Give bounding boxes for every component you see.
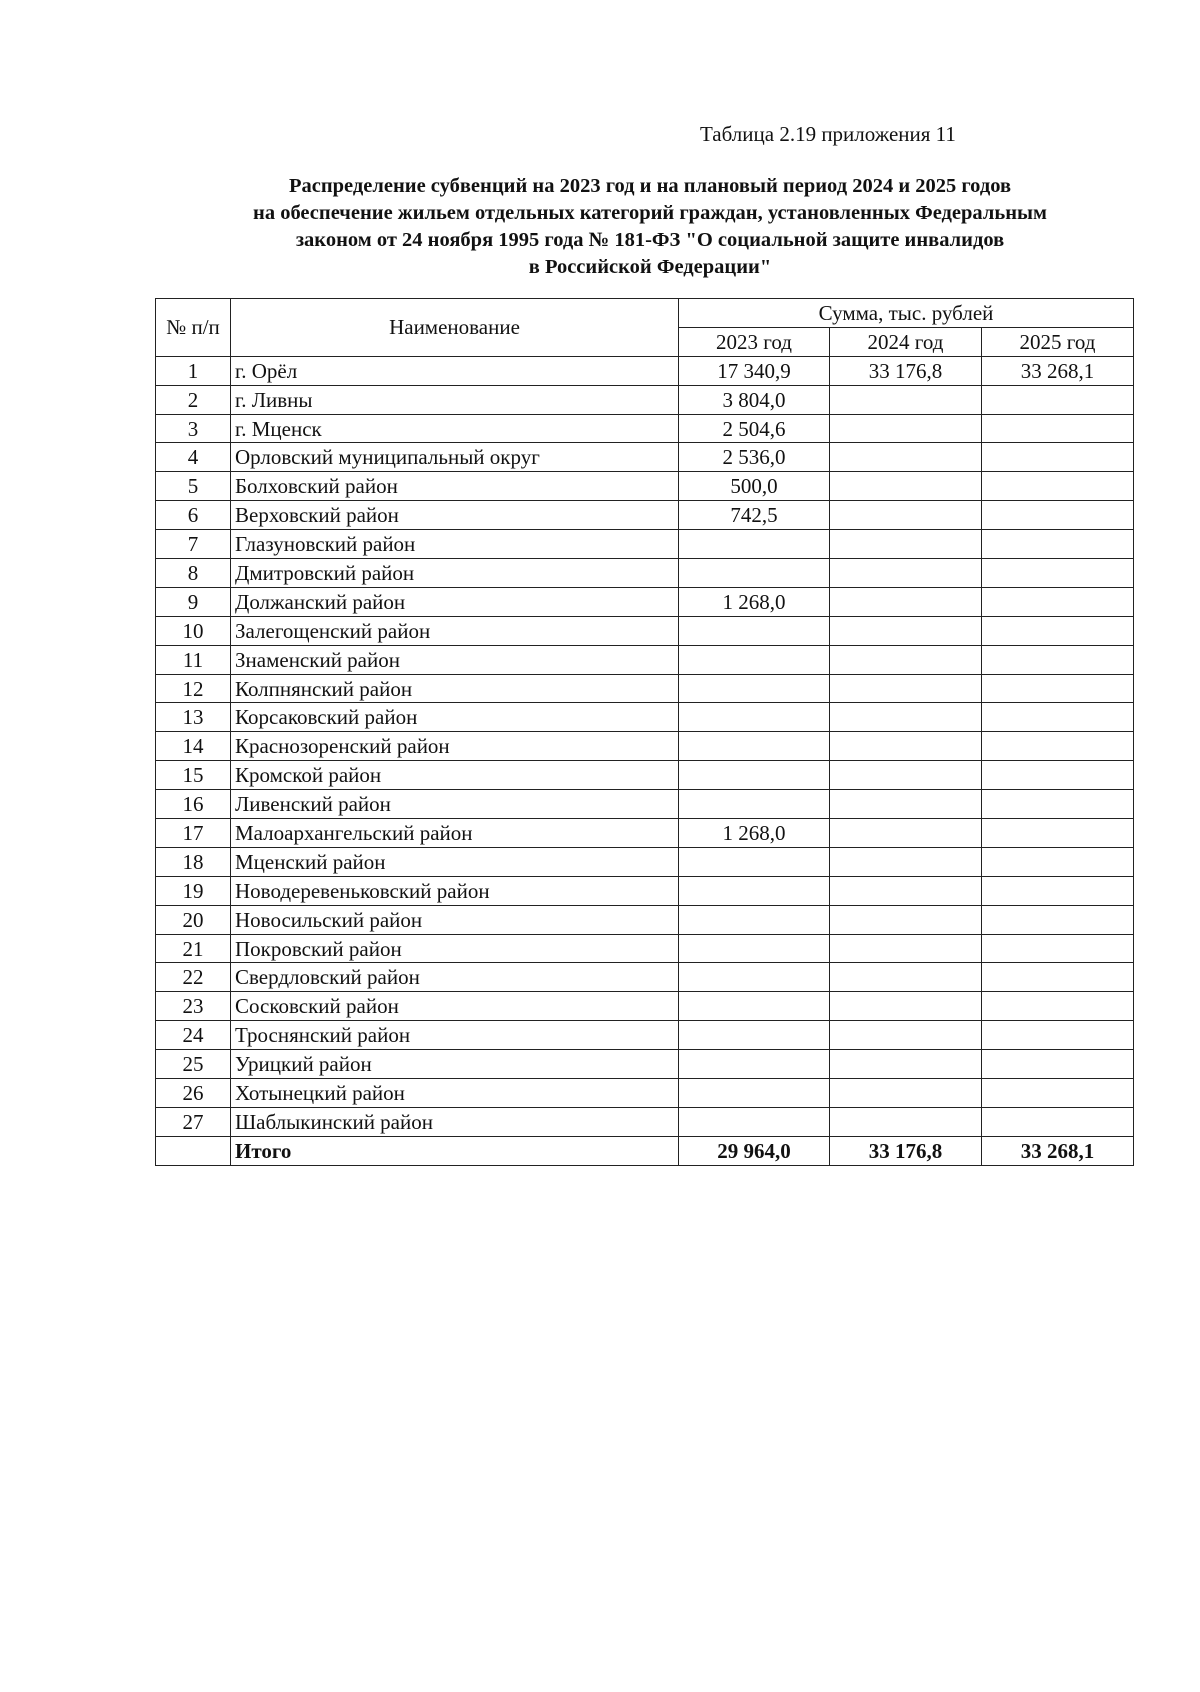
row-name-cell: Троснянский район [231, 1021, 679, 1050]
row-num-cell: 23 [156, 992, 231, 1021]
row-2025-cell [982, 790, 1134, 819]
row-2023-cell [679, 963, 830, 992]
row-2024-cell [830, 790, 982, 819]
title-line: Распределение субвенций на 2023 год и на плановый период 2024 и 2025 годов [288, 175, 1012, 197]
row-2025-cell [982, 674, 1134, 703]
row-name-cell: Новосильский район [231, 905, 679, 934]
total-2024: 33 176,8 [830, 1136, 982, 1165]
table-row [156, 530, 1134, 559]
table-row [156, 559, 1134, 588]
row-2024-cell [830, 587, 982, 616]
table-row [156, 1050, 1134, 1079]
row-name-cell: Глазуновский район [231, 530, 679, 559]
table-row [156, 674, 1134, 703]
row-name-cell: г. Ливны [231, 385, 679, 414]
row-num-cell: 11 [156, 645, 231, 674]
row-name-cell: Колпнянский район [231, 674, 679, 703]
row-2023-cell [679, 905, 830, 934]
row-2023-cell [679, 530, 830, 559]
row-2025-cell: 33 268,1 [982, 356, 1134, 385]
row-2024-cell [830, 501, 982, 530]
table-row [156, 385, 1134, 414]
row-2025-cell [982, 847, 1134, 876]
table-row [156, 616, 1134, 645]
row-name-cell: Корсаковский район [231, 703, 679, 732]
row-2024-cell [830, 905, 982, 934]
table-row [156, 934, 1134, 963]
row-name-cell: Новодеревеньковский район [231, 876, 679, 905]
row-2024-cell [830, 443, 982, 472]
row-2023-cell [679, 674, 830, 703]
table-row [156, 472, 1134, 501]
row-name-cell: Дмитровский район [231, 559, 679, 588]
table-row [156, 645, 1134, 674]
row-2023-cell: 1 268,0 [679, 819, 830, 848]
row-2023-cell: 2 504,6 [679, 414, 830, 443]
row-2024-cell [830, 876, 982, 905]
row-2025-cell [982, 963, 1134, 992]
row-num-cell: 10 [156, 616, 231, 645]
table-row [156, 501, 1134, 530]
row-2025-cell [982, 501, 1134, 530]
row-num-cell: 1 [156, 356, 231, 385]
row-name-cell: Сосковский район [231, 992, 679, 1021]
row-2025-cell [982, 1107, 1134, 1136]
table-label: Таблица 2.19 приложения 11 [700, 122, 956, 146]
row-num-cell: 19 [156, 876, 231, 905]
row-2025-cell [982, 703, 1134, 732]
row-name-cell: Кромской район [231, 761, 679, 790]
header-2023: 2023 год [679, 327, 830, 356]
table-row [156, 819, 1134, 848]
row-2024-cell [830, 530, 982, 559]
table-row [156, 1107, 1134, 1136]
row-name-cell: Орловский муниципальный округ [231, 443, 679, 472]
row-name-cell: Малоархангельский район [231, 819, 679, 848]
row-num-cell: 22 [156, 963, 231, 992]
row-num-cell: 2 [156, 385, 231, 414]
row-2025-cell [982, 414, 1134, 443]
row-2023-cell [679, 790, 830, 819]
row-2023-cell [679, 847, 830, 876]
row-num-cell: 4 [156, 443, 231, 472]
table-row [156, 905, 1134, 934]
row-2023-cell: 2 536,0 [679, 443, 830, 472]
row-num-cell: 7 [156, 530, 231, 559]
row-2024-cell [830, 963, 982, 992]
table-row [156, 443, 1134, 472]
row-num-cell: 14 [156, 732, 231, 761]
title-line: в Российской Федерации" [528, 256, 772, 278]
header-sum: Сумма, тыс. рублей [679, 299, 1134, 328]
row-name-cell: Покровский район [231, 934, 679, 963]
row-2024-cell [830, 992, 982, 1021]
row-2023-cell [679, 616, 830, 645]
row-2023-cell: 500,0 [679, 472, 830, 501]
row-2025-cell [982, 761, 1134, 790]
row-name-cell: Краснозоренский район [231, 732, 679, 761]
row-num-cell: 26 [156, 1079, 231, 1108]
table-row [156, 703, 1134, 732]
row-num-cell: 17 [156, 819, 231, 848]
row-2025-cell [982, 472, 1134, 501]
row-2025-cell [982, 645, 1134, 674]
row-2024-cell: 33 176,8 [830, 356, 982, 385]
table-row [156, 1021, 1134, 1050]
row-2024-cell [830, 414, 982, 443]
row-num-cell: 15 [156, 761, 231, 790]
row-2025-cell [982, 1021, 1134, 1050]
row-2025-cell [982, 732, 1134, 761]
row-2024-cell [830, 674, 982, 703]
total-row [156, 1136, 1134, 1165]
subsidy-table [155, 298, 1134, 1166]
row-name-cell: Болховский район [231, 472, 679, 501]
row-num-cell: 21 [156, 934, 231, 963]
total-num-cell [156, 1136, 231, 1165]
row-num-cell: 24 [156, 1021, 231, 1050]
row-name-cell: Мценский район [231, 847, 679, 876]
header-2024: 2024 год [830, 327, 982, 356]
row-num-cell: 5 [156, 472, 231, 501]
row-2023-cell [679, 1079, 830, 1108]
row-2024-cell [830, 645, 982, 674]
row-2023-cell: 17 340,9 [679, 356, 830, 385]
total-2023: 29 964,0 [679, 1136, 830, 1165]
row-2023-cell: 1 268,0 [679, 587, 830, 616]
row-num-cell: 6 [156, 501, 231, 530]
table-row [156, 356, 1134, 385]
row-2025-cell [982, 876, 1134, 905]
row-2025-cell [982, 992, 1134, 1021]
row-name-cell: Шаблыкинский район [231, 1107, 679, 1136]
row-2023-cell [679, 703, 830, 732]
table-body [156, 356, 1134, 1165]
row-2024-cell [830, 1079, 982, 1108]
title-line: на обеспечение жильем отдельных категорий граждан, установленных Федеральным [253, 202, 1047, 224]
table-row [156, 761, 1134, 790]
header-num: № п/п [156, 299, 231, 357]
row-2023-cell [679, 559, 830, 588]
table-row [156, 790, 1134, 819]
table-row [156, 1079, 1134, 1108]
row-name-cell: г. Орёл [231, 356, 679, 385]
row-2024-cell [830, 559, 982, 588]
row-2025-cell [982, 616, 1134, 645]
table-row [156, 847, 1134, 876]
row-name-cell: Знаменский район [231, 645, 679, 674]
row-2025-cell [982, 443, 1134, 472]
row-num-cell: 27 [156, 1107, 231, 1136]
row-num-cell: 18 [156, 847, 231, 876]
row-num-cell: 20 [156, 905, 231, 934]
row-2024-cell [830, 703, 982, 732]
row-2024-cell [830, 1050, 982, 1079]
row-num-cell: 3 [156, 414, 231, 443]
row-num-cell: 25 [156, 1050, 231, 1079]
row-2023-cell [679, 992, 830, 1021]
row-name-cell: Хотынецкий район [231, 1079, 679, 1108]
header-name: Наименование [231, 299, 679, 357]
row-2024-cell [830, 819, 982, 848]
row-name-cell: Залегощенский район [231, 616, 679, 645]
row-2023-cell [679, 1107, 830, 1136]
row-2023-cell [679, 761, 830, 790]
table-row [156, 876, 1134, 905]
row-name-cell: г. Мценск [231, 414, 679, 443]
row-2023-cell [679, 1050, 830, 1079]
table-header-row [156, 299, 1134, 328]
row-2025-cell [982, 530, 1134, 559]
row-2024-cell [830, 732, 982, 761]
row-2023-cell [679, 732, 830, 761]
row-2025-cell [982, 587, 1134, 616]
row-2023-cell [679, 934, 830, 963]
row-2025-cell [982, 559, 1134, 588]
row-2023-cell [679, 645, 830, 674]
row-2024-cell [830, 1021, 982, 1050]
row-2025-cell [982, 905, 1134, 934]
row-2024-cell [830, 934, 982, 963]
table-row [156, 732, 1134, 761]
row-2024-cell [830, 1107, 982, 1136]
document-title [130, 173, 1170, 281]
row-2023-cell [679, 1021, 830, 1050]
row-2025-cell [982, 385, 1134, 414]
row-2024-cell [830, 761, 982, 790]
row-name-cell: Урицкий район [231, 1050, 679, 1079]
row-2025-cell [982, 934, 1134, 963]
table-row [156, 414, 1134, 443]
row-name-cell: Свердловский район [231, 963, 679, 992]
row-2025-cell [982, 1079, 1134, 1108]
row-name-cell: Верховский район [231, 501, 679, 530]
total-label: Итого [231, 1136, 679, 1165]
row-2024-cell [830, 616, 982, 645]
row-num-cell: 13 [156, 703, 231, 732]
header-2025: 2025 год [982, 327, 1134, 356]
row-2024-cell [830, 847, 982, 876]
row-name-cell: Должанский район [231, 587, 679, 616]
row-2023-cell: 3 804,0 [679, 385, 830, 414]
row-num-cell: 9 [156, 587, 231, 616]
total-2025: 33 268,1 [982, 1136, 1134, 1165]
row-name-cell: Ливенский район [231, 790, 679, 819]
row-num-cell: 8 [156, 559, 231, 588]
row-2023-cell [679, 876, 830, 905]
row-num-cell: 12 [156, 674, 231, 703]
table-row [156, 992, 1134, 1021]
row-2025-cell [982, 819, 1134, 848]
table-row [156, 963, 1134, 992]
row-2024-cell [830, 385, 982, 414]
table-row [156, 587, 1134, 616]
row-num-cell: 16 [156, 790, 231, 819]
row-2023-cell: 742,5 [679, 501, 830, 530]
row-2025-cell [982, 1050, 1134, 1079]
row-2024-cell [830, 472, 982, 501]
title-line: законом от 24 ноября 1995 года № 181-ФЗ "О социальной защите инвалидов [295, 229, 1005, 251]
